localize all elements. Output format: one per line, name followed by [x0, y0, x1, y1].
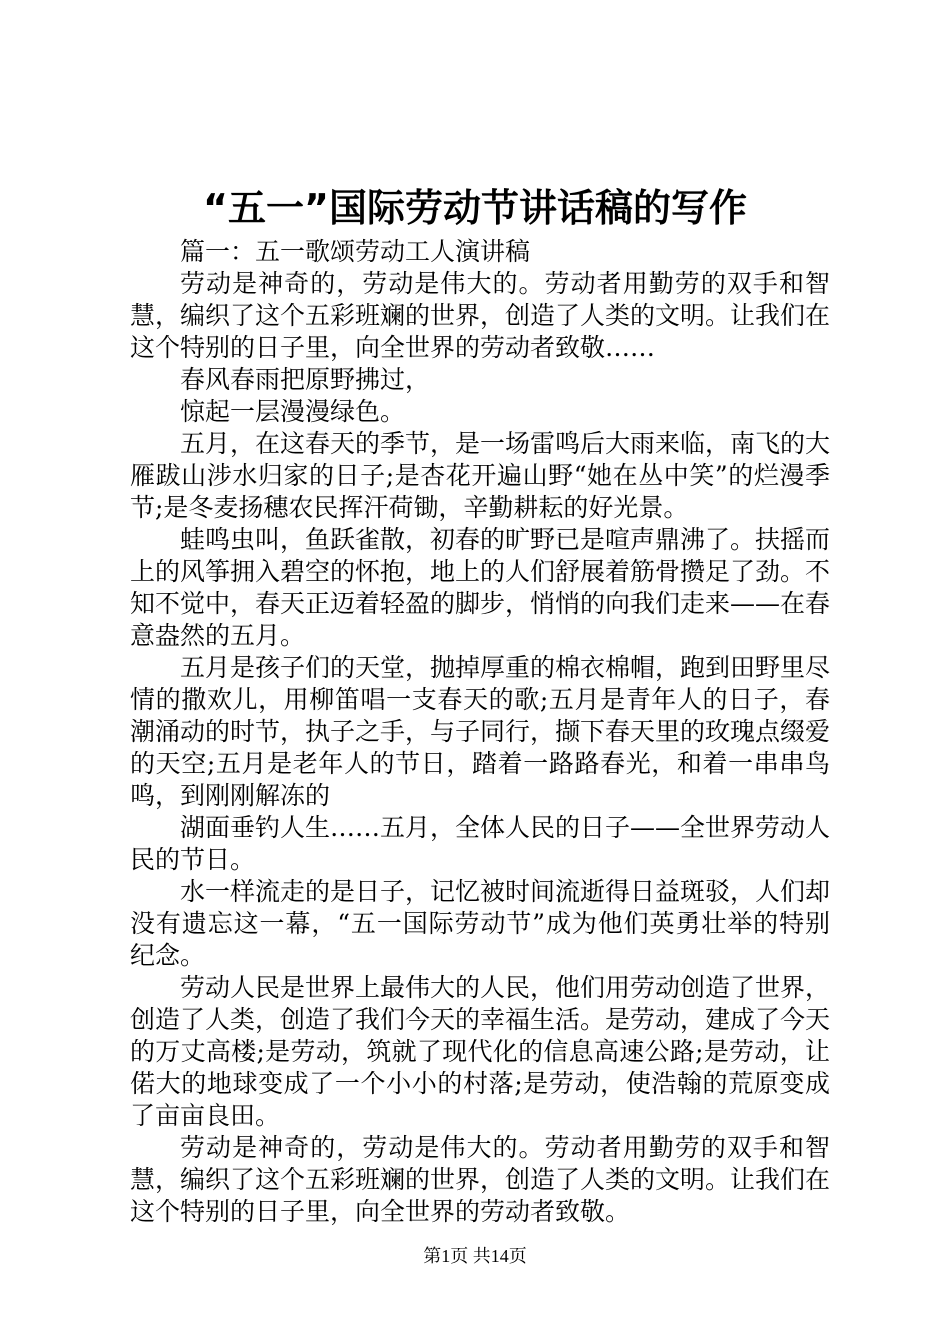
paragraph-poem-line: 春风春雨把原野拂过，	[180, 365, 431, 394]
paragraph-section-heading: 篇一：五一歌颂劳动工人演讲稿	[180, 237, 531, 266]
paragraph: 劳动是神奇的，劳动是伟大的。劳动者用勤劳的双手和智慧，编织了这个五彩班斓的世界，创造了人类的文明。让我们在这个特别的日子里，向全世界的劳动者致敬。	[130, 1133, 831, 1226]
paragraph: 五月，在这春天的季节，是一场雷鸣后大雨来临，南飞的大雁跋山涉水归家的日子;是杏花开遍山野“她在丛中笑”的烂漫季节;是冬麦扬穗农民挥汗荷锄，辛勤耕耘的好光景。	[130, 429, 831, 522]
paragraph-poem-line: 惊起一层漫漫绿色。	[180, 397, 406, 426]
page-number-footer: 第1页 共14页	[423, 1246, 527, 1266]
document-title: “五一”国际劳动节讲话稿的写作	[203, 186, 747, 230]
paragraph: 水一样流走的是日子，记忆被时间流逝得日益斑驳，人们却没有遗忘这一幕，“五一国际劳动节”成为他们英勇壮举的特别纪念。	[130, 877, 831, 970]
paragraph: 劳动是神奇的，劳动是伟大的。劳动者用勤劳的双手和智慧，编织了这个五彩班斓的世界，创造了人类的文明。让我们在这个特别的日子里，向全世界的劳动者致敬……	[130, 269, 831, 362]
paragraph: 劳动人民是世界上最伟大的人民，他们用劳动创造了世界，创造了人类，创造了我们今天的幸福生活。是劳动，建成了今天的万丈高楼;是劳动，筑就了现代化的信息高速公路;是劳动，让偌大的地球变成了一个小小的村落;是劳动，使浩翰的荒原变成了亩亩良田。	[130, 973, 831, 1130]
document-body	[130, 236, 830, 1228]
paragraph: 五月是孩子们的天堂，抛掉厚重的棉衣棉帽，跑到田野里尽情的撒欢儿，用柳笛唱一支春天的歌;五月是青年人的日子，春潮涌动的时节，执子之手，与子同行，撷下春天里的玫瑰点缀爱的天空;五月是老年人的节日，踏着一路路春光，和着一串串鸟鸣，到刚刚解冻的	[130, 653, 831, 810]
paragraph: 蛙鸣虫叫，鱼跃雀散，初春的旷野已是喧声鼎沸了。扶摇而上的风筝拥入碧空的怀抱，地上的人们舒展着筋骨攒足了劲。不知不觉中，春天正迈着轻盈的脚步，悄悄的向我们走来——在春意盎然的五月。	[130, 525, 831, 650]
paragraph: 湖面垂钓人生……五月，全体人民的日子——全世界劳动人民的节日。	[130, 813, 831, 874]
